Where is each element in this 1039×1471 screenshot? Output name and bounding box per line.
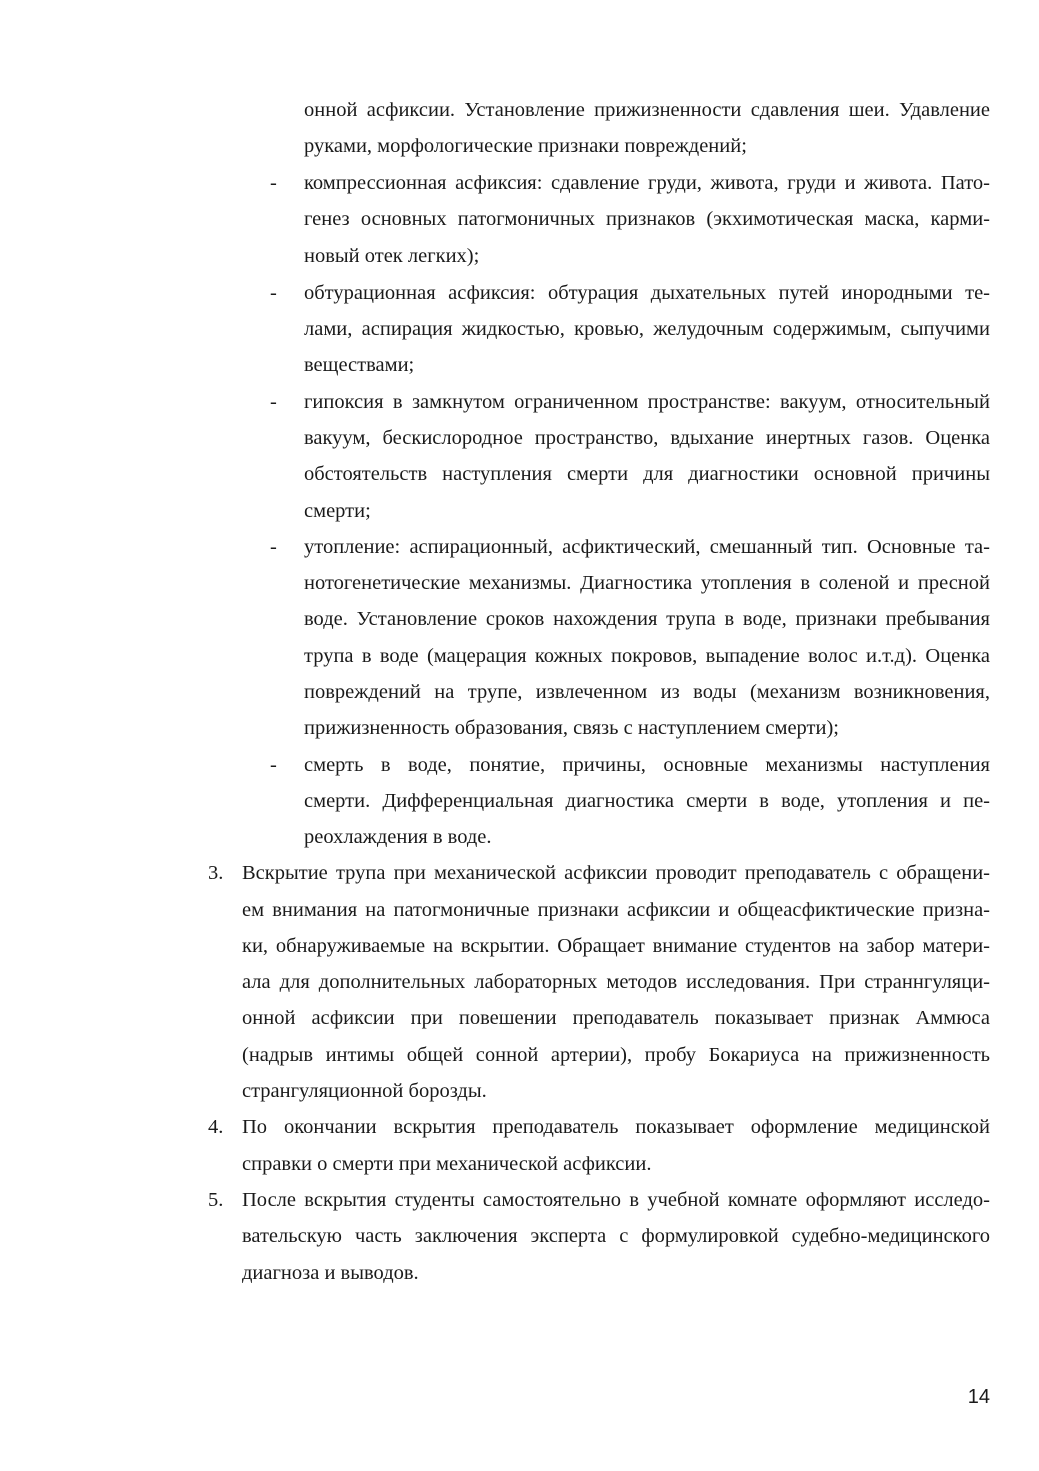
list-number: 3. — [208, 862, 224, 884]
text-line: вательскую часть заключения эксперта с формулировкой судебно-медицинского — [242, 1225, 990, 1247]
list-dash: - — [270, 391, 277, 413]
page-number: 14 — [967, 1386, 990, 1408]
text-line: обстоятельств наступления смерти для диагностики основной причины — [304, 463, 990, 485]
text-line: диагноза и выводов. — [242, 1262, 419, 1284]
text-line: лами, аспирация жидкостью, кровью, желудочным содержимым, сыпучими — [304, 318, 990, 340]
list-number: 4. — [208, 1116, 224, 1138]
list-number: 5. — [208, 1189, 224, 1211]
text-line: ем внимания на патогмоничные признаки асфиксии и общеасфиктические призна- — [242, 899, 990, 921]
text-line: смерть в воде, понятие, причины, основные механизмы наступления — [304, 754, 990, 776]
text-line: утопление: аспирационный, асфиктический, смешанный тип. Основные та- — [304, 536, 990, 558]
text-line: смерти; — [304, 500, 371, 522]
text-line: воде. Установление сроков нахождения трупа в воде, признаки пребывания — [304, 608, 990, 630]
text-line: руками, морфологические признаки повреждений; — [304, 135, 747, 157]
text-line: веществами; — [304, 354, 415, 376]
list-dash: - — [270, 754, 277, 776]
text-line: реохлаждения в воде. — [304, 826, 492, 848]
text-line: обтурационная асфиксия: обтурация дыхательных путей инородными те- — [304, 282, 990, 304]
text-line: онной асфиксии. Установление прижизненности сдавления шеи. Удавление — [304, 99, 990, 121]
text-line: странгуляционной борозды. — [242, 1080, 487, 1102]
text-line: Вскрытие трупа при механической асфиксии проводит преподаватель с обращени- — [242, 862, 990, 884]
text-line: нотогенетические механизмы. Диагностика утопления в соленой и пресной — [304, 572, 990, 594]
text-line: ала для дополнительных лабораторных методов исследования. При страннгуляци- — [242, 971, 990, 993]
list-dash: - — [270, 536, 277, 558]
list-dash: - — [270, 282, 277, 304]
text-line: повреждений на трупе, извлеченном из воды (механизм возникновения, — [304, 681, 990, 703]
text-line: онной асфиксии при повешении преподаватель показывает признак Аммюса — [242, 1007, 990, 1029]
text-line: прижизненность образования, связь с наступлением смерти); — [304, 717, 839, 739]
text-line: справки о смерти при механической асфиксии. — [242, 1153, 652, 1175]
text-line: По окончании вскрытия преподаватель показывает оформление медицинской — [242, 1116, 990, 1138]
text-line: гипоксия в замкнутом ограниченном пространстве: вакуум, относительный — [304, 391, 990, 413]
text-line: смерти. Дифференциальная диагностика смерти в воде, утопления и пе- — [304, 790, 990, 812]
text-line: компрессионная асфиксия: сдавление груди, живота, груди и живота. Пато- — [304, 172, 990, 194]
text-line: новый отек легких); — [304, 245, 480, 267]
text-line: (надрыв интимы общей сонной артерии), пробу Бокариуса на прижизненность — [242, 1044, 990, 1066]
list-dash: - — [270, 172, 277, 194]
text-line: трупа в воде (мацерация кожных покровов, выпадение волос и.т.д). Оценка — [304, 645, 990, 667]
text-line: ки, обнаруживаемые на вскрытии. Обращает внимание студентов на забор матери- — [242, 935, 990, 957]
text-line: генез основных патогмоничных признаков (экхимотическая маска, карми- — [304, 208, 990, 230]
text-line: После вскрытия студенты самостоятельно в учебной комнате оформляют исследо- — [242, 1189, 990, 1211]
text-line: вакуум, бескислородное пространство, вдыхание инертных газов. Оценка — [304, 427, 990, 449]
